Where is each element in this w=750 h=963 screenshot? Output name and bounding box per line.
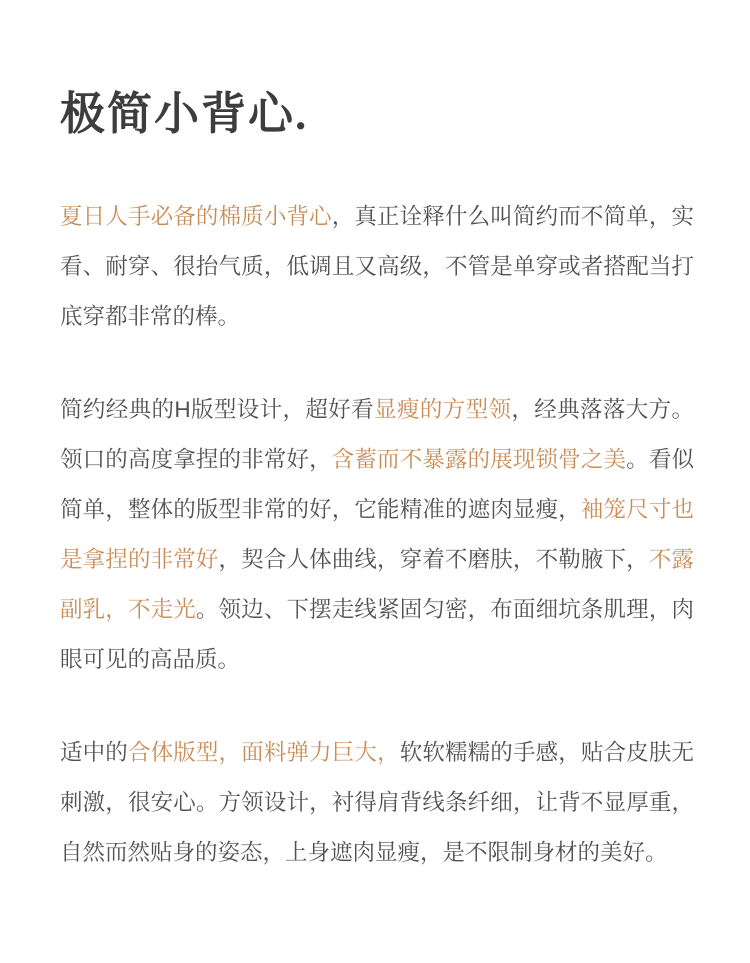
body-text: 简约经典的H版型设计，超好看 bbox=[60, 397, 375, 422]
highlight-text: 显瘦的方型领 bbox=[374, 397, 512, 422]
body-text: 。看似简单，整体的版型非常的好，它能精准的遮肉显瘦， bbox=[60, 447, 694, 522]
highlight-text: 合体版型，面料弹力巨大， bbox=[127, 740, 400, 765]
body-text: 。领边、下摆走线紧固匀密，布面细坑条肌理，肉眼可见的高品质。 bbox=[60, 597, 694, 672]
body-text: ，真正诠释什么叫简约而不简单，实看、耐穿、很抬气质，低调且又高级，不管是单穿或者搭配当打底穿都非常的棒。 bbox=[60, 204, 694, 329]
highlight-text: 不露副乳，不走光 bbox=[60, 547, 694, 622]
body-text: ，经典落落大方。领口的高度拿捏的非常好， bbox=[60, 397, 694, 472]
highlight-text: 袖笼尺寸也是拿捏的非常好 bbox=[60, 497, 694, 572]
paragraph-design bbox=[60, 385, 694, 685]
highlight-text: 含蓄而不暴露的展现锁骨之美 bbox=[331, 447, 627, 472]
paragraph-fabric bbox=[60, 728, 694, 878]
body-text: 软软糯糯的手感，贴合皮肤无刺激，很安心。方领设计，衬得肩背线条纤细，让背不显厚重，自然而然贴身的姿态，上身遮肉显瘦，是不限制身材的美好。 bbox=[60, 740, 694, 865]
highlight-text: 夏日人手必备的棉质小背心 bbox=[60, 204, 332, 229]
page-title: 极简小背心. bbox=[60, 89, 309, 139]
paragraph-intro bbox=[60, 192, 694, 342]
body-text: 适中的 bbox=[60, 740, 128, 765]
body-text: ，契合人体曲线，穿着不磨肤，不勒腋下， bbox=[218, 547, 649, 572]
